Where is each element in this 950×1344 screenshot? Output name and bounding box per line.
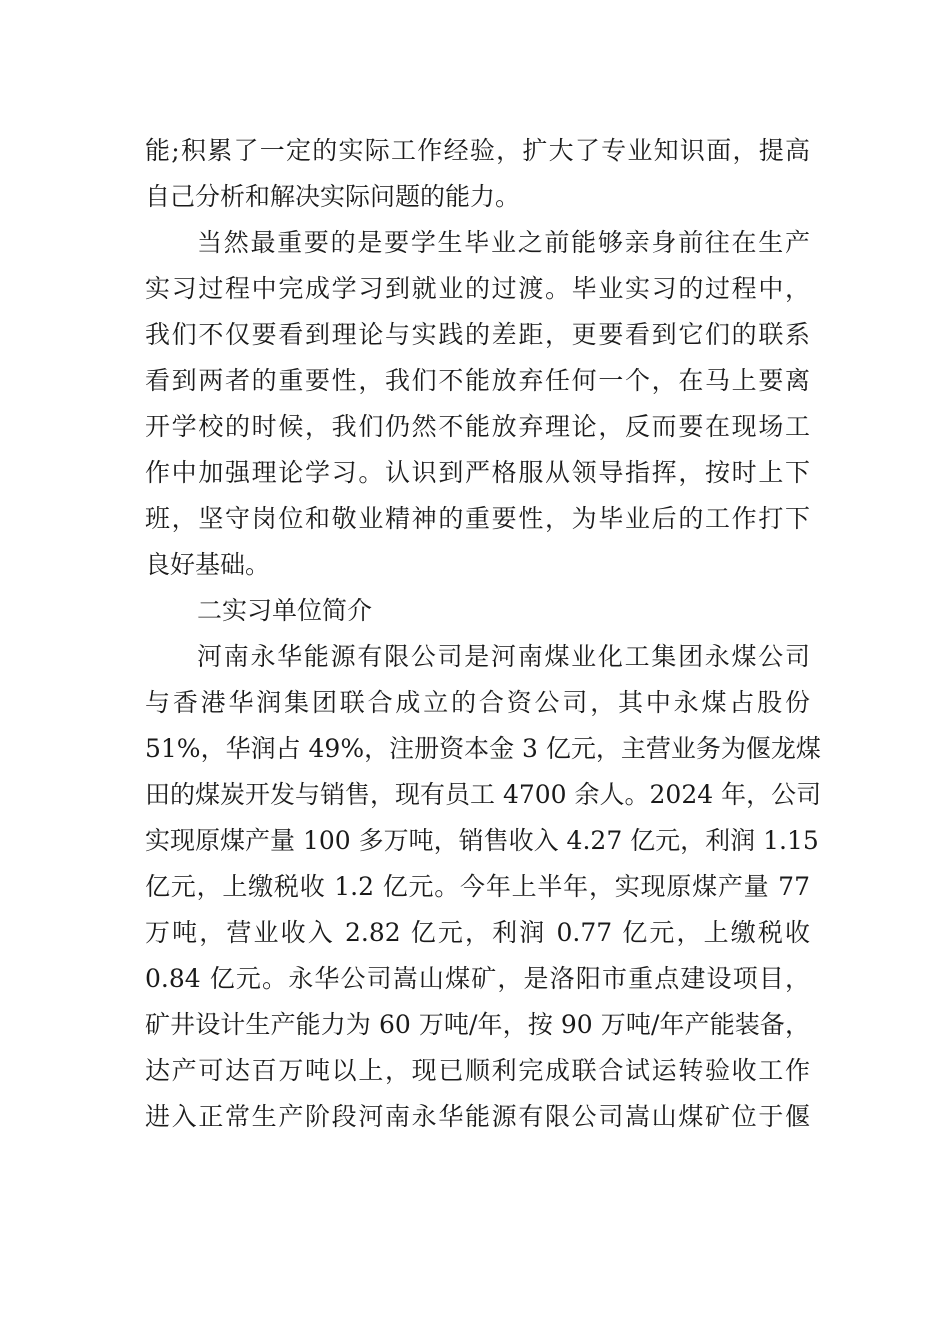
- text-line: 51%，华润占 49%，注册资本金 3 亿元，主营业务为偃龙煤: [145, 734, 821, 763]
- text-line: 田的煤炭开发与销售，现有员工 4700 余人。2024 年，公司: [145, 780, 822, 809]
- text-line: 自己分析和解决实际问题的能力。: [145, 182, 521, 211]
- text-line: 达产可达百万吨以上，现已顺利完成联合试运转验收工作: [145, 1056, 810, 1085]
- text-line: 良好基础。: [145, 550, 271, 579]
- document-body: [145, 128, 822, 1140]
- text-line: 实现原煤产量 100 多万吨，销售收入 4.27 亿元，利润 1.15: [145, 826, 819, 855]
- text-line: 0.84 亿元。永华公司嵩山煤矿，是洛阳市重点建设项目，: [145, 964, 810, 993]
- text-line: 当然最重要的是要学生毕业之前能够亲身前往在生产: [197, 228, 810, 257]
- text-line: 河南永华能源有限公司是河南煤业化工集团永煤公司: [197, 642, 810, 671]
- text-line: 进入正常生产阶段河南永华能源有限公司嵩山煤矿位于偃: [145, 1102, 810, 1131]
- text-line: 班，坚守岗位和敬业精神的重要性，为毕业后的工作打下: [145, 504, 810, 533]
- text-line: 亿元，上缴税收 1.2 亿元。今年上半年，实现原煤产量 77: [145, 872, 810, 901]
- text-line: 我们不仅要看到理论与实践的差距，更要看到它们的联系: [145, 320, 810, 349]
- text-line: 开学校的时候，我们仍然不能放弃理论，反而要在现场工: [145, 412, 810, 441]
- text-line: 看到两者的重要性，我们不能放弃任何一个，在马上要离: [145, 366, 810, 395]
- paragraph-3: [145, 634, 822, 1140]
- text-line: 矿井设计生产能力为 60 万吨/年，按 90 万吨/年产能装备，: [145, 1010, 810, 1039]
- text-line: 能;积累了一定的实际工作经验，扩大了专业知识面，提高: [145, 136, 810, 165]
- text-line: 与香港华润集团联合成立的合资公司，其中永煤占股份: [145, 688, 810, 717]
- text-line: 作中加强理论学习。认识到严格服从领导指挥，按时上下: [145, 458, 810, 487]
- paragraph-1: [145, 128, 810, 220]
- paragraph-2: [145, 220, 810, 588]
- section-heading: 二实习单位简介: [197, 596, 373, 625]
- text-line: 万吨，营业收入 2.82 亿元，利润 0.77 亿元，上缴税收: [145, 918, 810, 947]
- text-line: 实习过程中完成学习到就业的过渡。毕业实习的过程中，: [145, 274, 810, 303]
